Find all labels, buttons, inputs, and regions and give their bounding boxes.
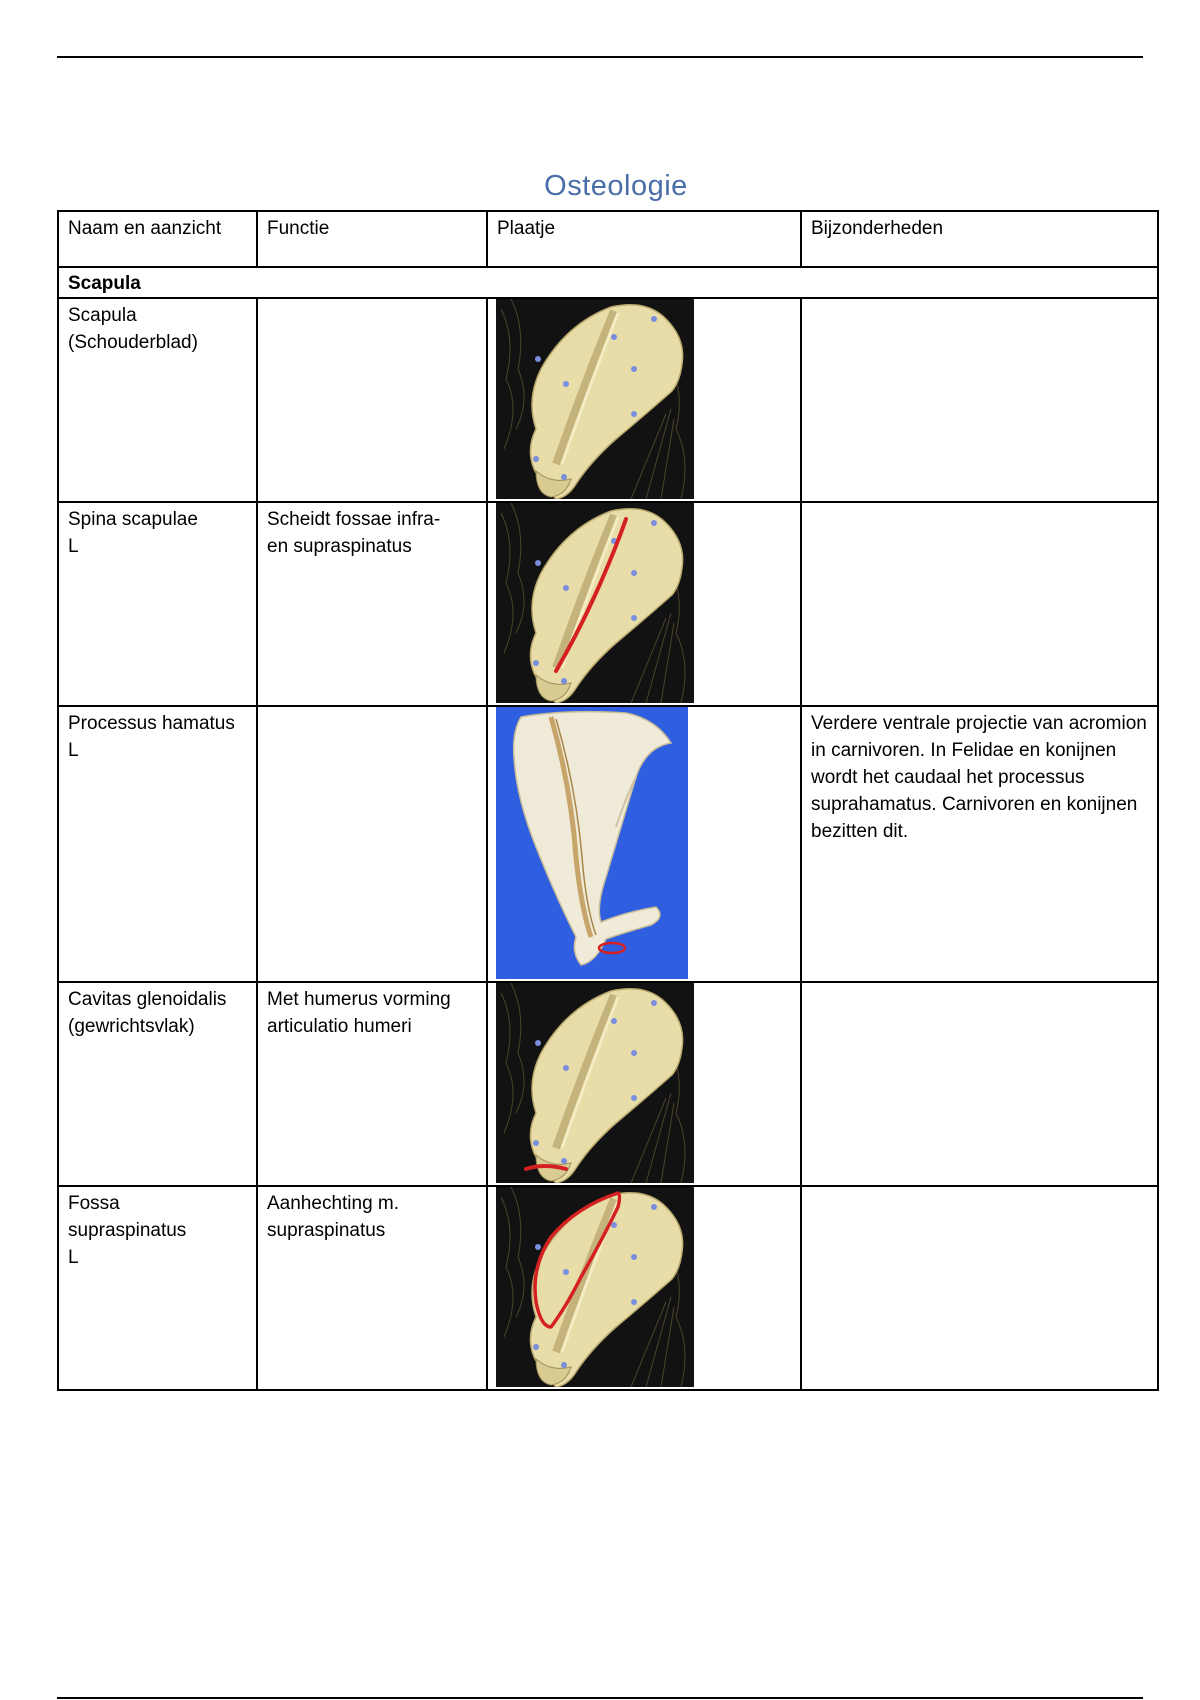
table-row [58,1186,1158,1390]
section-row [58,267,1158,298]
row-naam: Spina scapulae L [58,502,257,706]
header-functie: Functie [257,211,487,267]
row-functie [257,706,487,982]
row-naam: Fossa supraspinatus L [58,1186,257,1390]
table-row [58,298,1158,502]
row-bijzonderheden [801,1186,1158,1390]
scapula-3d-icon [496,299,694,499]
row-plaatje [487,502,801,706]
row-plaatje [487,706,801,982]
scapula-fossa-highlight-icon [496,1187,694,1387]
section-title: Scapula [58,267,1158,298]
row-functie: Aanhechting m. supraspinatus [257,1186,487,1390]
header-bijzonderheden: Bijzonderheden [801,211,1158,267]
row-functie [257,298,487,502]
table-header-row [58,211,1158,267]
header-rule [57,56,1143,58]
scapula-photo-hamatus-icon [496,707,688,979]
row-naam: Cavitas glenoidalis (gewrichtsvlak) [58,982,257,1186]
header-naam: Naam en aanzicht [58,211,257,267]
row-bijzonderheden [801,502,1158,706]
table-row [58,502,1158,706]
row-functie: Scheidt fossae infra- en supraspinatus [257,502,487,706]
table-row [58,706,1158,982]
row-naam: Processus hamatus L [58,706,257,982]
footer-rule [57,1697,1143,1699]
scapula-spina-highlight-icon [496,503,694,703]
scapula-glenoid-highlight-icon [496,983,694,1183]
row-bijzonderheden [801,982,1158,1186]
row-plaatje [487,298,801,502]
osteology-table [57,210,1159,1391]
row-plaatje [487,1186,801,1390]
row-functie: Met humerus vorming articulatio humeri [257,982,487,1186]
page-title: Osteologie [544,170,688,202]
table-row [58,982,1158,1186]
row-plaatje [487,982,801,1186]
header-plaatje: Plaatje [487,211,801,267]
row-naam: Scapula (Schouderblad) [58,298,257,502]
row-bijzonderheden: Verdere ventrale projectie van acromion in carnivoren. In Felidae en konijnen wordt het caudaal het processus suprahamatus. Carnivoren en konijnen bezitten dit. [801,706,1158,982]
row-bijzonderheden [801,298,1158,502]
